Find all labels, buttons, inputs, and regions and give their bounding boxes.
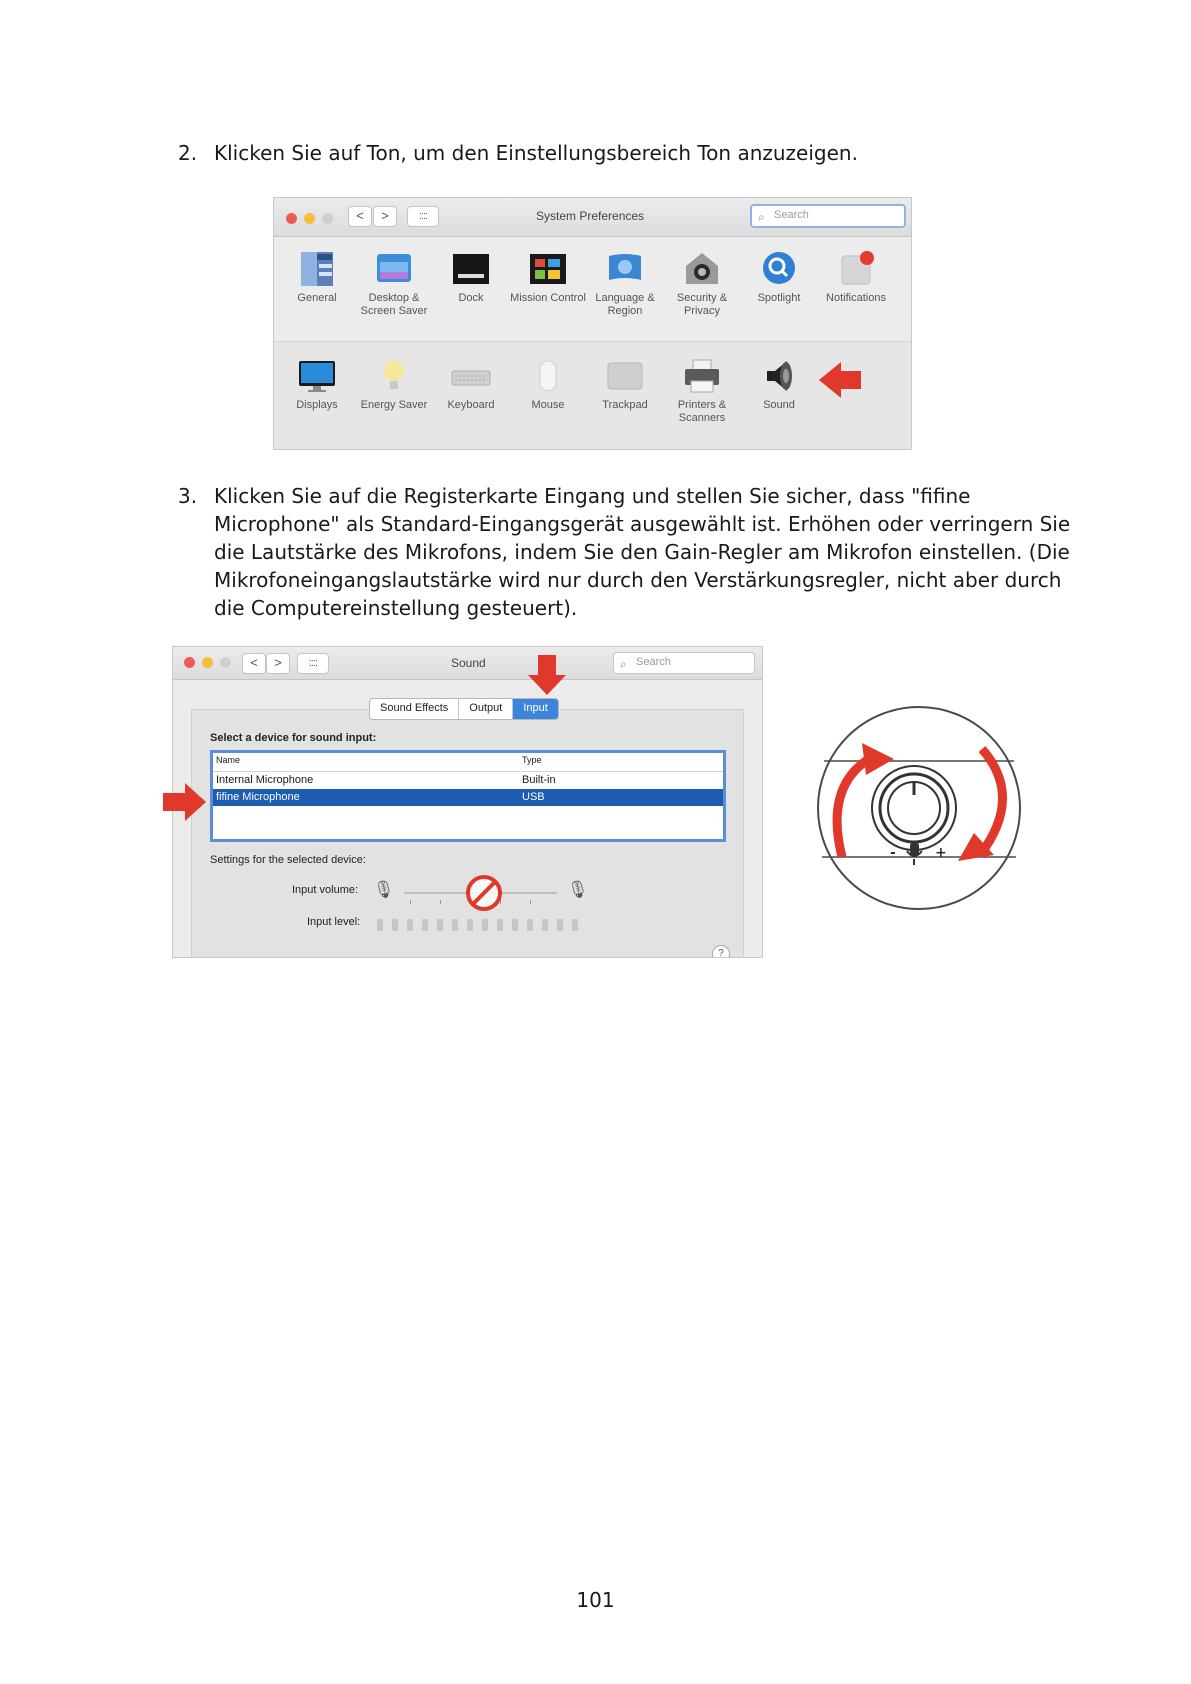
help-button[interactable]: ?: [712, 945, 730, 958]
device-table[interactable]: [210, 750, 726, 842]
pane-language[interactable]: [586, 250, 664, 318]
keyboard-icon: [451, 357, 491, 395]
window-title: System Preferences: [536, 209, 645, 223]
device-type: Built-in: [522, 774, 556, 786]
table-row-selected[interactable]: [213, 789, 723, 806]
pointer-arrow-icon: [527, 655, 567, 697]
tab-output[interactable]: Output: [459, 699, 513, 719]
pane-label: Dock: [458, 292, 484, 304]
device-name: Internal Microphone: [216, 774, 314, 786]
search-placeholder: Search: [636, 656, 671, 668]
minimize-button[interactable]: [304, 213, 315, 224]
forward-button[interactable]: >: [373, 206, 397, 227]
pane-trackpad[interactable]: [586, 357, 664, 412]
notifications-icon: [836, 250, 876, 288]
table-row[interactable]: [213, 772, 723, 789]
spotlight-icon: [759, 250, 799, 288]
security-icon: [682, 250, 722, 288]
step-number: 3.: [178, 484, 198, 508]
microphone-high-icon: 🎙: [567, 880, 589, 899]
pane-mission-control[interactable]: [509, 250, 587, 305]
pane-printers[interactable]: [663, 357, 741, 425]
pane-spotlight[interactable]: [740, 250, 818, 305]
search-icon: ⌕: [758, 210, 765, 224]
input-level-label: Input level:: [307, 916, 361, 928]
pane-label: Sound: [763, 399, 795, 411]
device-name: fifine Microphone: [216, 791, 300, 803]
system-preferences-window: [273, 197, 912, 450]
svg-text:-: -: [890, 845, 896, 861]
search-input[interactable]: [750, 204, 906, 228]
tab-sound-effects[interactable]: Sound Effects: [370, 699, 459, 719]
svg-text:+: +: [935, 845, 947, 861]
pane-mouse[interactable]: [509, 357, 587, 412]
mission-control-icon: [528, 250, 568, 288]
language-icon: [605, 250, 645, 288]
close-button[interactable]: [286, 213, 297, 224]
search-placeholder: Search: [774, 209, 809, 221]
forward-button[interactable]: >: [266, 653, 290, 674]
table-header: [213, 753, 723, 772]
displays-icon: [297, 357, 337, 395]
pane-label: Displays: [296, 399, 338, 411]
select-device-label: Select a device for sound input:: [210, 732, 377, 744]
pane-notifications[interactable]: [817, 250, 895, 305]
step-text: Klicken Sie auf Ton, um den Einstellungsbereich Ton anzuzeigen.: [214, 141, 858, 165]
pane-energy-saver[interactable]: [355, 357, 433, 412]
microphone-low-icon: 🎙: [373, 880, 395, 899]
pane-keyboard[interactable]: [432, 357, 510, 412]
dock-icon: [451, 250, 491, 288]
back-button[interactable]: <: [242, 653, 266, 674]
pane-label: Language & Region: [595, 292, 655, 317]
column-type: Type: [522, 755, 542, 765]
slider-tick: [440, 900, 441, 904]
pane-displays[interactable]: [278, 357, 356, 412]
step-number: 2.: [178, 141, 198, 165]
step-text: Klicken Sie auf die Registerkarte Eingang und stellen Sie sicher, dass "fifine Microphone" als Standard-Eingangsgerät ausgewählt ist. Erhöhen oder verringern Sie die Lautstärke des Mikrofons, indem Sie den Gain-Regler am Mikrofon einstellen. (Die Mikrofoneingangslautstärke wird nur durch den Verstärkungsregler, nicht aber durch die Computereinstellung gesteuert).: [214, 484, 1071, 620]
back-button[interactable]: <: [348, 206, 372, 227]
column-name: Name: [216, 755, 241, 765]
tab-bar: [369, 698, 559, 720]
settings-label: Settings for the selected device:: [210, 854, 366, 866]
pane-security[interactable]: [663, 250, 741, 318]
title-bar: [173, 647, 762, 680]
desktop-icon: [374, 250, 414, 288]
pane-label: Printers & Scanners: [677, 399, 727, 424]
gain-knob-illustration: [812, 705, 1026, 911]
pane-desktop[interactable]: [355, 250, 433, 318]
show-all-button[interactable]: ::::: [297, 653, 329, 674]
mouse-icon: [528, 357, 568, 395]
pane-label: Mouse: [531, 399, 565, 411]
device-type: USB: [522, 791, 545, 803]
pane-label: Notifications: [826, 292, 886, 304]
pane-sound[interactable]: [740, 357, 818, 412]
printers-icon: [682, 357, 722, 395]
window-title: Sound: [451, 656, 486, 670]
tab-input[interactable]: Input: [513, 699, 557, 719]
pointer-arrow-icon: [817, 360, 863, 400]
minimize-button[interactable]: [202, 657, 213, 668]
pane-label: General: [297, 292, 337, 304]
pane-general[interactable]: [278, 250, 356, 305]
pane-label: Mission Control: [510, 292, 586, 304]
energy-saver-icon: [374, 357, 414, 395]
close-button[interactable]: [184, 657, 195, 668]
page-number: 101: [576, 1588, 615, 1612]
search-icon: ⌕: [620, 657, 627, 671]
pointer-arrow-icon: [163, 782, 207, 822]
trackpad-icon: [605, 357, 645, 395]
prohibited-icon: [464, 873, 504, 913]
slider-tick: [530, 900, 531, 904]
sound-icon: [759, 357, 799, 395]
zoom-button[interactable]: [322, 213, 333, 224]
slider-tick: [410, 900, 411, 904]
zoom-button[interactable]: [220, 657, 231, 668]
input-volume-label: Input volume:: [292, 884, 359, 896]
pane-label: Keyboard: [447, 399, 495, 411]
pane-label: Desktop & Screen Saver: [360, 292, 428, 317]
search-input[interactable]: [613, 652, 755, 674]
pane-label: Spotlight: [757, 292, 801, 304]
pane-label: Energy Saver: [360, 399, 428, 411]
title-bar: [274, 198, 911, 237]
general-icon: [297, 250, 337, 288]
pane-label: Trackpad: [602, 399, 648, 411]
show-all-button[interactable]: ::::: [407, 206, 439, 227]
sound-window: [172, 646, 763, 958]
pane-dock[interactable]: [432, 250, 510, 305]
pane-label: Security & Privacy: [676, 292, 728, 317]
